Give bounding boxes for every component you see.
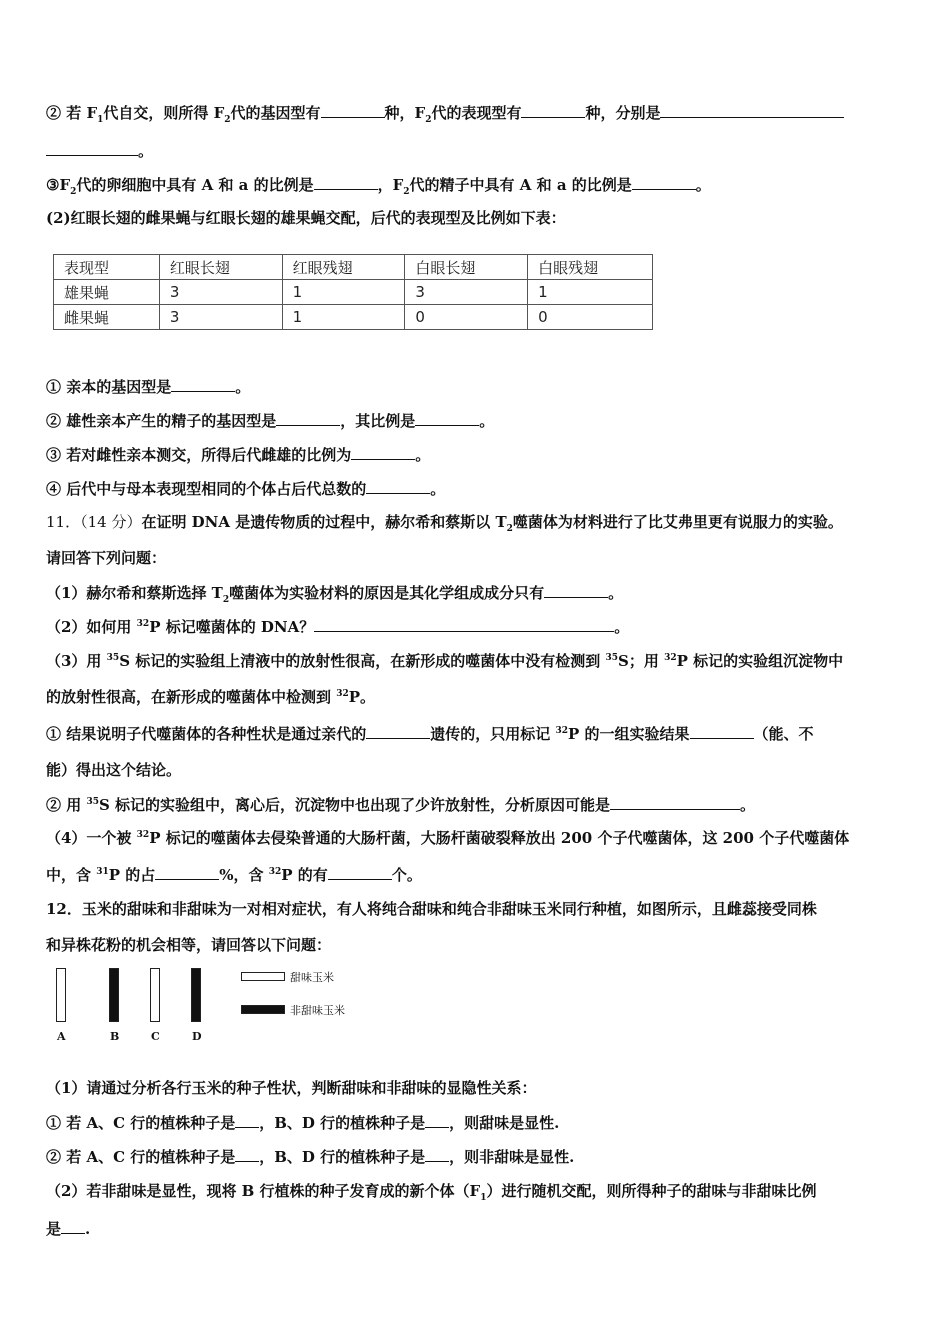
- phenotype-table: [53, 254, 653, 330]
- text: 和异株花粉的机会相等，请回答以下问题：: [46, 936, 332, 954]
- text: P 标记的实验组沉淀物中: [676, 652, 844, 670]
- text: ② 雄性亲本产生的精子的基因型是: [46, 412, 277, 430]
- table-cell: 3: [405, 280, 528, 305]
- answer-blank[interactable]: [425, 1112, 449, 1128]
- answer-blank[interactable]: [415, 410, 479, 426]
- answer-blank[interactable]: [276, 410, 340, 426]
- legend-nonsweet-swatch: [241, 1005, 285, 1014]
- text: P 标记噬菌体的 DNA？: [149, 618, 315, 636]
- q10-line-2-cont: [46, 140, 910, 161]
- subscript: 2: [224, 115, 231, 125]
- text: 的放射性很高，在新形成的噬菌体中检测到: [46, 688, 337, 706]
- text: ② 若 F: [46, 104, 98, 122]
- legend-sweet-label: 甜味玉米: [290, 971, 334, 984]
- text: （2）若非甜味是显性，现将 B 行植株的种子发育成的新个体（F: [46, 1182, 481, 1200]
- text: 。: [695, 176, 711, 194]
- text: （1）赫尔希和蔡斯选择 T: [46, 584, 223, 602]
- answer-blank[interactable]: [61, 1218, 85, 1234]
- table-cell: 0: [528, 305, 653, 330]
- text: 。: [138, 142, 154, 160]
- table-cell: 0: [405, 305, 528, 330]
- subscript: 1: [97, 115, 104, 125]
- q11-s4-cont: [46, 864, 910, 885]
- text: ，则非甜味是显性.: [449, 1148, 575, 1166]
- text: 。: [740, 796, 756, 814]
- q12-s1: [46, 1078, 910, 1098]
- row-a-bar: [56, 968, 66, 1022]
- subscript: 2: [506, 524, 513, 534]
- text: （1）请通过分析各行玉米的种子性状，判断甜味和非甜味的显隐性关系：: [46, 1079, 537, 1097]
- text: 遗传的，只用标记: [430, 725, 556, 743]
- q11-intro-cont: [46, 548, 910, 568]
- superscript: 35: [605, 653, 619, 663]
- subscript: 2: [222, 595, 230, 605]
- table-cell: 红眼长翅: [159, 255, 282, 280]
- row-c-bar: [150, 968, 160, 1022]
- text: 代的精子中具有 A 和 a 的比例是: [409, 176, 632, 194]
- text: 能）得出这个结论。: [46, 761, 182, 779]
- superscript: 32: [136, 830, 150, 840]
- table-cell: 白眼残翅: [528, 255, 653, 280]
- text: 。: [608, 584, 624, 602]
- answer-blank[interactable]: [314, 174, 378, 190]
- q11-s3-1: [46, 723, 910, 744]
- answer-blank[interactable]: [660, 102, 844, 118]
- answer-blank[interactable]: [328, 864, 392, 880]
- answer-blank[interactable]: [366, 723, 430, 739]
- table-cell: 白眼长翅: [405, 255, 528, 280]
- q10-line-2: [46, 102, 910, 123]
- superscript: 32: [336, 689, 349, 699]
- superscript: 32: [664, 653, 677, 663]
- text: P 的占: [108, 866, 156, 884]
- text: ，B、D 行的植株种子是: [259, 1114, 426, 1132]
- answer-blank[interactable]: [155, 864, 219, 880]
- superscript: 32: [555, 726, 568, 736]
- q11-s3-2: [46, 794, 910, 815]
- q12-s1-1: [46, 1112, 910, 1133]
- text: 噬菌体为材料进行了比艾弗里更有说服力的实验。: [512, 513, 843, 531]
- row-c-label: C: [151, 1030, 160, 1043]
- text: ，F: [377, 176, 404, 194]
- row-b-label: B: [110, 1030, 120, 1043]
- text: ① 结果说明子代噬菌体的各种性状是通过亲代的: [46, 725, 367, 743]
- text: 代的卵细胞中具有 A 和 a 的比例是: [76, 176, 314, 194]
- text: 代自交，则所得 F: [103, 104, 225, 122]
- answer-blank[interactable]: [521, 102, 585, 118]
- text: 代的表现型有: [431, 104, 522, 122]
- table-cell: 1: [282, 280, 405, 305]
- text: 是: [46, 1220, 62, 1238]
- text: 种，分别是: [585, 104, 661, 122]
- text: S；用: [618, 652, 665, 670]
- row-a-label: A: [57, 1030, 66, 1043]
- table-header-row: [54, 255, 653, 280]
- text: ① 亲本的基因型是: [46, 378, 172, 396]
- text: 个。: [391, 866, 422, 884]
- text: 代的基因型有: [230, 104, 321, 122]
- text: ① 若 A、C 行的植株种子是: [46, 1114, 236, 1132]
- answer-blank[interactable]: [235, 1112, 259, 1128]
- text: 噬菌体为实验材料的原因是其化学组成成分只有: [229, 584, 545, 602]
- text: 12．玉米的甜味和非甜味为一对相对症状，有人将纯合甜味和纯合非甜味玉米同行种植，如图所示，且雌蕊接受同株: [46, 900, 817, 918]
- q12-s2-cont: [46, 1218, 910, 1239]
- answer-blank[interactable]: [632, 174, 696, 190]
- table-cell: 红眼残翅: [282, 255, 405, 280]
- row-b-bar: [109, 968, 119, 1022]
- q11-s3-1-cont: [46, 760, 910, 780]
- text: P 标记的噬菌体去侵染普通的大肠杆菌，大肠杆菌破裂释放出 200 个子代噬菌体，这 200 个子代噬菌体: [149, 829, 850, 847]
- q11-s4: [46, 828, 910, 848]
- text: 。: [479, 412, 495, 430]
- q11-s3: [46, 651, 910, 671]
- text: ③F: [46, 176, 71, 194]
- answer-blank[interactable]: [544, 582, 608, 598]
- text: .: [85, 1220, 91, 1238]
- superscript: 32: [268, 867, 282, 877]
- text: ④ 后代中与母本表现型相同的个体占后代总数的: [46, 480, 367, 498]
- answer-blank[interactable]: [171, 376, 235, 392]
- answer-blank[interactable]: [235, 1146, 259, 1162]
- table-cell: 雄果蝇: [54, 280, 160, 305]
- text: 。: [235, 378, 251, 396]
- answer-blank[interactable]: [351, 444, 415, 460]
- text: P 的一组实验结果: [568, 725, 690, 743]
- q10-p2-3: [46, 444, 910, 465]
- answer-blank[interactable]: [314, 616, 614, 632]
- q10-part2: [46, 208, 910, 228]
- question-number: 11．（14 分）: [46, 513, 142, 531]
- superscript: 35: [106, 653, 120, 663]
- text: （能、不: [753, 725, 814, 743]
- text: （4）一个被: [46, 829, 137, 847]
- table-cell: 雌果蝇: [54, 305, 160, 330]
- q11-s2: [46, 616, 910, 637]
- text: S 标记的实验组上清液中的放射性很高，在新形成的噬菌体中没有检测到: [119, 652, 606, 670]
- answer-blank[interactable]: [321, 102, 385, 118]
- q12-intro: [46, 899, 910, 919]
- q12-intro-cont: [46, 935, 910, 955]
- subscript: 2: [425, 115, 432, 125]
- text: ② 若 A、C 行的植株种子是: [46, 1148, 236, 1166]
- answer-blank[interactable]: [425, 1146, 449, 1162]
- row-d-bar: [191, 968, 201, 1022]
- text: （2）如何用: [46, 618, 137, 636]
- subscript: 2: [403, 187, 410, 197]
- table-cell: 3: [159, 305, 282, 330]
- text: 中，含: [46, 866, 97, 884]
- text: ③ 若对雌性亲本测交，所得后代雌雄的比例为: [46, 446, 352, 464]
- legend-nonsweet-label: 非甜味玉米: [290, 1004, 345, 1017]
- text: (2)红眼长翅的雌果蝇与红眼长翅的雄果蝇交配，后代的表现型及比例如下表：: [46, 209, 566, 227]
- text: 。: [614, 618, 630, 636]
- q10-p2-2: [46, 410, 910, 431]
- table-cell: 1: [282, 305, 405, 330]
- text: 种，F: [384, 104, 426, 122]
- superscript: 31: [96, 867, 109, 877]
- text: ，B、D 行的植株种子是: [259, 1148, 426, 1166]
- text: （3）用: [46, 652, 107, 670]
- q10-p2-4: [46, 478, 910, 499]
- text: 。: [430, 480, 446, 498]
- table-cell: 3: [159, 280, 282, 305]
- row-d-label: D: [192, 1030, 202, 1043]
- text: ，则甜味是显性.: [449, 1114, 560, 1132]
- q11-s1: [46, 582, 910, 603]
- table-cell: 表现型: [54, 255, 160, 280]
- subscript: 1: [480, 1193, 487, 1203]
- q10-p2-1: [46, 376, 910, 397]
- table-cell: 1: [528, 280, 653, 305]
- q12-s1-2: [46, 1146, 910, 1167]
- superscript: 32: [136, 619, 150, 629]
- text: ）进行随机交配，则所得种子的甜味与非甜味比例: [486, 1182, 817, 1200]
- answer-blank[interactable]: [610, 794, 740, 810]
- text: P 的有: [281, 866, 328, 884]
- text: S 标记的实验组中，离心后，沉淀物中也出现了少许放射性，分析原因可能是: [98, 796, 611, 814]
- text: 在证明 DNA 是遗传物质的过程中，赫尔希和蔡斯以 T: [141, 513, 507, 531]
- q12-s2: [46, 1181, 910, 1201]
- superscript: 35: [86, 797, 99, 807]
- text: ，其比例是: [340, 412, 416, 430]
- text: P。: [348, 688, 376, 706]
- answer-blank[interactable]: [46, 140, 138, 156]
- text: %，含: [219, 866, 269, 884]
- table-row: [54, 305, 653, 330]
- text: 。: [415, 446, 431, 464]
- q11-s3-cont: [46, 687, 910, 707]
- legend-sweet-swatch: [241, 972, 285, 981]
- text: 请回答下列问题：: [46, 549, 167, 567]
- q11-intro: [46, 512, 910, 532]
- answer-blank[interactable]: [366, 478, 430, 494]
- text: ② 用: [46, 796, 87, 814]
- answer-blank[interactable]: [690, 723, 754, 739]
- subscript: 2: [70, 187, 77, 197]
- table-row: [54, 280, 653, 305]
- q10-line-3: [46, 174, 910, 195]
- corn-row-figure: [50, 960, 370, 1050]
